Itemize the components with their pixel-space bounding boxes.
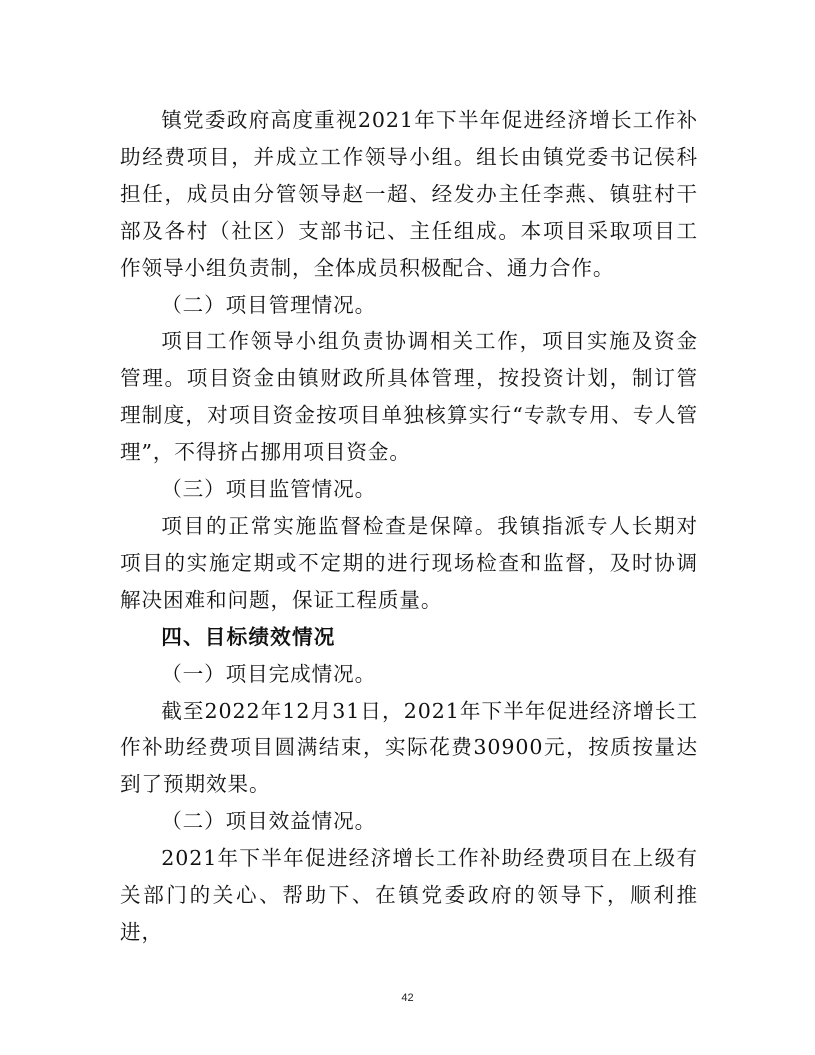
paragraph-project-supervision: 项目的正常实施监督检查是保障。我镇指派专人长期对项目的实施定期或不定期的进行现场检查和监督，及时协调解决困难和问题，保证工程质量。	[120, 513, 698, 612]
subheading-project-benefits: （二）项目效益情况。	[161, 809, 377, 834]
page-number: 42	[401, 992, 414, 1004]
paragraph-leadership-group: 镇党委政府高度重视2021年下半年促进经济增长工作补助经费项目，并成立工作领导小组。组长由镇党委书记侯科担任，成员由分管领导赵一超、经发办主任李燕、镇驻村干部及各村（社区）支部书记、主任组成。本项目采取项目工作领导小组负责制，全体成员积极配合、通力合作。	[120, 108, 698, 280]
paragraph-project-completion: 截至2022年12月31日，2021年下半年促进经济增长工作补助经费项目圆满结束，实际花费30900元，按质按量达到了预期效果。	[120, 698, 698, 797]
subheading-project-completion: （一）项目完成情况。	[161, 661, 377, 686]
paragraph-project-management: 项目工作领导小组负责协调相关工作，项目实施及资金管理。项目资金由镇财政所具体管理，按投资计划，制订管理制度，对项目资金按项目单独核算实行“专款专用、专人管理”，不得挤占挪用项目资金。	[120, 329, 698, 465]
document-body	[120, 102, 698, 951]
paragraph-project-benefits: 2021年下半年促进经济增长工作补助经费项目在上级有关部门的关心、帮助下、在镇党委政府的领导下，顺利推进，	[120, 846, 698, 944]
subheading-project-supervision: （三）项目监管情况。	[161, 477, 377, 502]
subheading-project-management: （二）项目管理情况。	[161, 292, 377, 317]
section-heading-performance: 四、目标绩效情况	[161, 624, 336, 649]
